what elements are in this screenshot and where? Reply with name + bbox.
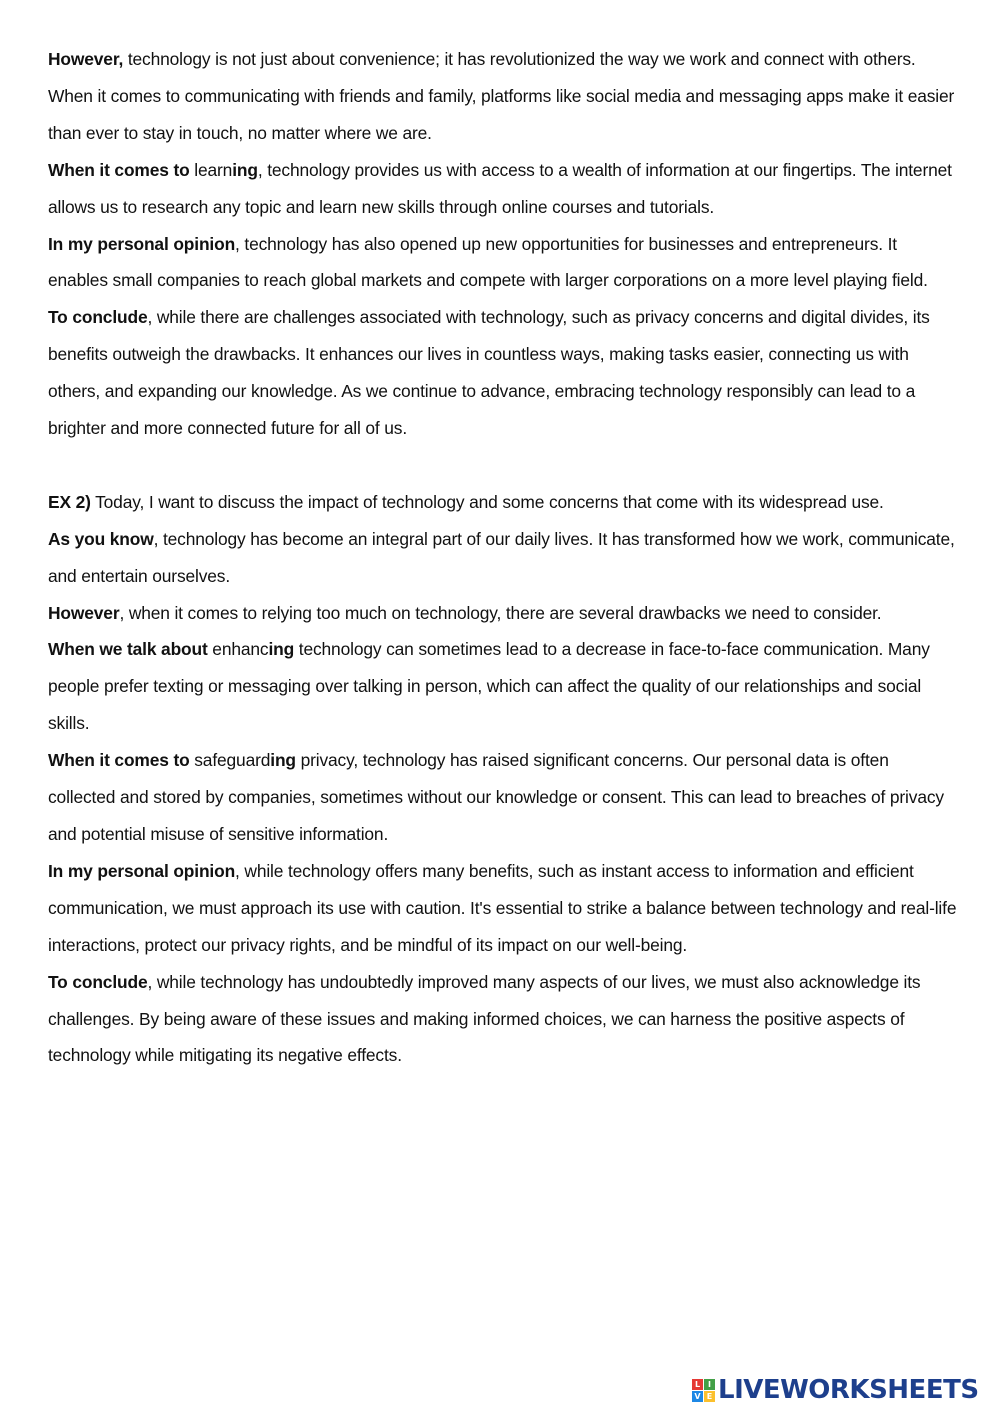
paragraph-text: , while there are challenges associated with technology, such as privacy concerns and digital divides, its benefits outweigh the drawbacks. It enhances our lives in countless ways, making tasks easier, connecting us with others, and expanding our knowledge. As we continue to advance, embracing technology responsibly can lead to a brighter and more connected future for all of us. xyxy=(48,307,930,439)
live-logo-icon xyxy=(692,1379,715,1402)
ex2-intro xyxy=(48,484,960,521)
paragraph-text: Today, I want to discuss the impact of technology and some concerns that come with its widespread use. xyxy=(90,491,884,512)
logo-tile-v: V xyxy=(692,1391,703,1402)
paragraph-ing-suffix: ing xyxy=(270,750,296,771)
ex2-however xyxy=(48,595,960,632)
paragraph-ing-suffix: ing xyxy=(232,159,258,180)
ex2-as-you-know xyxy=(48,521,960,595)
paragraph-text: , technology provides us with access to a wealth of information at our fingertips. The internet allows us to research any topic and learn new skills through online courses and tutorials. xyxy=(48,159,952,217)
paragraph-text: privacy, technology has raised significant concerns. Our personal data is often collected and stored by companies, sometimes without our knowledge or consent. This can lead to breaches of privacy and potential misuse of sensitive information. xyxy=(48,750,944,845)
ex2-safeguarding xyxy=(48,742,960,853)
paragraph-text: technology is not just about convenience; it has revolutionized the way we work and connect with others. When it comes to communicating with friends and family, platforms like social media and messaging apps make it easier than ever to stay in touch, no matter where we are. xyxy=(48,49,955,143)
paragraph-text: , while technology offers many benefits, such as instant access to information and efficient communication, we must approach its use with caution. It's essential to strike a balance between technology and real-life interactions, protect our privacy rights, and be mindful of its impact on our well-being. xyxy=(48,860,957,955)
paragraph-text: , technology has also opened up new opportunities for businesses and entrepreneurs. It enables small companies to reach global markets and compete with larger corporations on a more level playing field. xyxy=(48,233,928,291)
paragraph-lead: To conclude xyxy=(48,971,148,992)
ex2-opinion xyxy=(48,853,960,964)
paragraph-lead: When it comes to xyxy=(48,750,190,771)
ex2-conclude xyxy=(48,964,960,1075)
paragraph-conclude xyxy=(48,299,960,447)
logo-tile-l: L xyxy=(692,1379,703,1390)
paragraph-ing-suffix: ing xyxy=(268,639,295,660)
paragraph-text: , while technology has undoubtedly improved many aspects of our lives, we must also acknowledge its challenges. By being aware of these issues and making informed choices, we can harness the positive aspects of technology while mitigating its negative effects. xyxy=(48,971,921,1066)
ex2-enhancing xyxy=(48,631,960,742)
paragraph-word-stem: learn xyxy=(189,159,233,180)
section-spacer xyxy=(48,447,960,484)
paragraph-lead: However, xyxy=(48,49,124,69)
paragraph-word-stem: safeguard xyxy=(189,750,271,771)
paragraph-lead: In my personal opinion xyxy=(48,233,236,254)
paragraph-learning xyxy=(48,152,960,226)
paragraph-lead: When we talk about xyxy=(48,639,208,660)
logo-tile-e: E xyxy=(704,1391,715,1402)
logo-wordmark: LIVEWORKSHEETS xyxy=(718,1375,979,1405)
liveworksheets-logo xyxy=(692,1372,979,1408)
paragraph-lead: When it comes to xyxy=(48,159,190,180)
paragraph-lead: As you know xyxy=(48,528,154,549)
document-body xyxy=(48,41,960,1074)
paragraph-word-stem: enhanc xyxy=(207,639,269,660)
paragraph-text: , when it comes to relying too much on technology, there are several drawbacks we need to consider. xyxy=(119,602,882,623)
logo-tile-i: I xyxy=(704,1379,715,1390)
paragraph-lead: However xyxy=(48,602,120,623)
paragraph-lead: In my personal opinion xyxy=(48,860,236,881)
paragraph-opinion xyxy=(48,226,960,300)
paragraph-text: , technology has become an integral part of our daily lives. It has transformed how we work, communicate, and entertain ourselves. xyxy=(48,528,955,586)
paragraph-text: technology can sometimes lead to a decrease in face-to-face communication. Many people prefer texting or messaging over talking in person, which can affect the quality of our relationships and social skills. xyxy=(48,639,930,734)
paragraph-lead: To conclude xyxy=(48,307,148,328)
paragraph-lead: EX 2) xyxy=(48,491,91,512)
paragraph-however xyxy=(48,41,960,152)
